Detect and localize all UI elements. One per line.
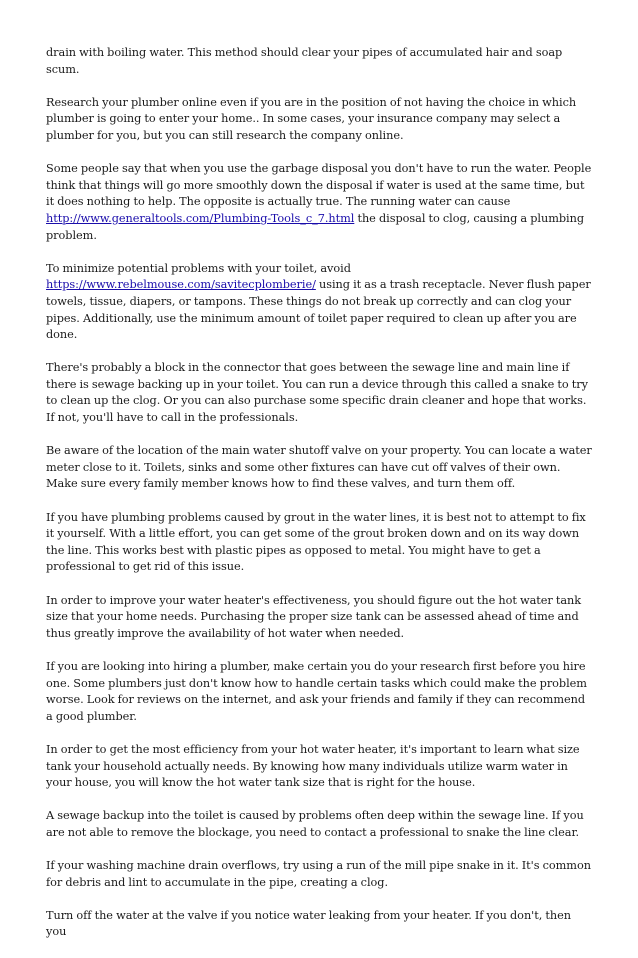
paragraph-3	[46, 161, 594, 244]
paragraph-6: Be aware of the location of the main water shutoff valve on your property. You can locate a water meter close to it. Toilets, sinks and some other fixtures can have cut off valves of their own. Make sure every family member knows how to find these valves, and turn them off.	[46, 444, 592, 491]
paragraph-1: drain with boiling water. This method should clear your pipes of accumulated hair and soap scum.	[46, 46, 563, 76]
paragraph-4	[46, 261, 594, 344]
paragraph-4-text-before: To minimize potential problems with your toilet, avoid	[46, 261, 351, 275]
paragraph-10: In order to get the most efficiency from your hot water heater, it's important to learn what size tank your household actually needs. By knowing how many individuals utilize warm water in your house, you will know the hot water tank size that is right for the house.	[46, 742, 580, 790]
paragraph-9: If you are looking into hiring a plumber, make certain you do your research first before you hire one. Some plumbers just don't know how to handle certain tasks which could make the problem worse. Look for reviews on the internet, and ask your friends and family if they can recommend a good plumber.	[46, 659, 587, 723]
paragraph-8: In order to improve your water heater's effectiveness, you should figure out the hot water tank size that your home needs. Purchasing the proper size tank can be assessed ahead of time and thus greatly improve the availability of hot water when needed.	[46, 593, 582, 640]
paragraph-7: If you have plumbing problems caused by grout in the water lines, it is best not to attempt to fix it yourself. With a little effort, you can get some of the grout broken down and on its way down the line. This works best with plastic pipes as opposed to metal. You might have to get a professional to get rid of this issue.	[46, 510, 586, 574]
paragraph-3-text-before: Some people say that when you use the garbage disposal you don't have to run the water. People think that things will go more smoothly down the disposal if water is used at the same time, but it does nothing to help. The opposite is actually true. The running water can cause	[46, 162, 592, 209]
paragraph-11: A sewage backup into the toilet is caused by problems often deep within the sewage line. If you are not able to remove the blockage, you need to contact a professional to snake the line clear.	[46, 809, 584, 839]
document-body	[46, 45, 594, 958]
paragraph-5: There's probably a block in the connector that goes between the sewage line and main line if there is sewage backing up in your toilet. You can run a device through this called a snake to try to clean up the clog. Or you can also purchase some specific drain cleaner and hope that works. If not, you'll have to call in the professionals.	[46, 361, 588, 425]
paragraph-3-text-after: the disposal to clog, causing a plumbing problem.	[46, 211, 585, 242]
paragraph-12: If your washing machine drain overflows, try using a run of the mill pipe snake in it. It's common for debris and lint to accumulate in the pipe, creating a clog.	[46, 859, 591, 889]
paragraph-2: Research your plumber online even if you are in the position of not having the choice in which plumber is going to enter your home.. In some cases, your insurance company may select a plumber for you, but you can still research the company online.	[46, 95, 577, 142]
rebelmouse-link[interactable]: https://www.rebelmouse.com/savitecplomberie/	[46, 278, 316, 292]
generaltools-link[interactable]: http://www.generaltools.com/Plumbing-Tools_c_7.html	[46, 211, 355, 225]
paragraph-13: Turn off the water at the valve if you notice water leaking from your heater. If you don't, then you	[46, 908, 571, 939]
paragraph-4-text-after: using it as a trash receptacle. Never flush paper towels, tissue, diapers, or tampons. These things do not break up correctly and can clog your pipes. Additionally, use the minimum amount of toilet paper required to clean up after you are done.	[46, 278, 591, 342]
